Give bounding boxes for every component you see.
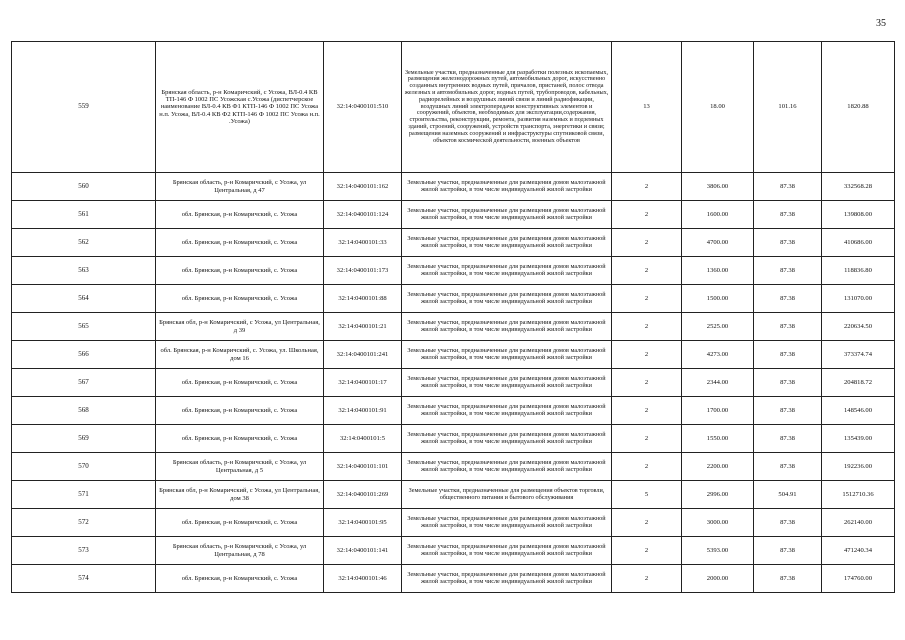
- table-row: [12, 42, 895, 173]
- category-cell: 2: [612, 397, 682, 425]
- land-use-cell: Земельные участки, предназначенные для размещения домов малоэтажной жилой застройки, в том числе индивидуальной жилой застройки: [402, 509, 612, 537]
- category-cell: 2: [612, 537, 682, 565]
- category-cell: 2: [612, 285, 682, 313]
- category-cell: 2: [612, 173, 682, 201]
- table-row: [12, 425, 895, 453]
- rate-cell: 87.38: [754, 537, 822, 565]
- land-use-cell: Земельные участки, предназначенные для размещения домов малоэтажной жилой застройки, в том числе индивидуальной жилой застройки: [402, 565, 612, 593]
- area-cell: 1550.00: [682, 425, 754, 453]
- cadastral-number-cell: 32:14:0400101:95: [324, 509, 402, 537]
- category-cell: 5: [612, 481, 682, 509]
- land-use-cell: Земельные участки, предназначенные для размещения домов малоэтажной жилой застройки, в том числе индивидуальной жилой застройки: [402, 173, 612, 201]
- cadastral-value-cell: 139808.00: [822, 201, 895, 229]
- land-use-cell: Земельные участки, предназначенные для размещения домов малоэтажной жилой застройки, в том числе индивидуальной жилой застройки: [402, 397, 612, 425]
- address-cell: обл. Брянская, р-н Комаричский, с. Усожа, ул. Школьная, дом 16: [156, 341, 324, 369]
- rate-cell: 87.38: [754, 425, 822, 453]
- rate-cell: 87.38: [754, 369, 822, 397]
- row-number-cell: 561: [12, 201, 156, 229]
- category-cell: 2: [612, 341, 682, 369]
- cadastral-number-cell: 32:14:0400101:124: [324, 201, 402, 229]
- rate-cell: 87.38: [754, 201, 822, 229]
- land-use-cell: Земельные участки, предназначенные для размещения домов малоэтажной жилой застройки, в том числе индивидуальной жилой застройки: [402, 229, 612, 257]
- land-use-cell: Земельные участки, предназначенные для размещения домов малоэтажной жилой застройки, в том числе индивидуальной жилой застройки: [402, 369, 612, 397]
- table-row: [12, 481, 895, 509]
- land-use-cell: Земельные участки, предназначенные для размещения домов малоэтажной жилой застройки, в том числе индивидуальной жилой застройки: [402, 201, 612, 229]
- land-registry-table: [11, 41, 895, 593]
- category-cell: 2: [612, 425, 682, 453]
- cadastral-number-cell: 32:14:0400101:510: [324, 42, 402, 173]
- area-cell: 2000.00: [682, 565, 754, 593]
- category-cell: 2: [612, 313, 682, 341]
- category-cell: 2: [612, 201, 682, 229]
- cadastral-number-cell: 32:14:0400101:46: [324, 565, 402, 593]
- cadastral-value-cell: 192236.00: [822, 453, 895, 481]
- cadastral-value-cell: 1820.88: [822, 42, 895, 173]
- category-cell: 2: [612, 565, 682, 593]
- row-number-cell: 562: [12, 229, 156, 257]
- table-row: [12, 229, 895, 257]
- cadastral-value-cell: 471240.34: [822, 537, 895, 565]
- address-cell: Брянская область, р-н Комаричский, с Усожа, ул Центральная, д 5: [156, 453, 324, 481]
- row-number-cell: 572: [12, 509, 156, 537]
- land-use-cell: Земельные участки, предназначенные для размещения объектов торговли, общественного питания и бытового обслуживания: [402, 481, 612, 509]
- area-cell: 3000.00: [682, 509, 754, 537]
- rate-cell: 504.91: [754, 481, 822, 509]
- area-cell: 2525.00: [682, 313, 754, 341]
- area-cell: 4273.00: [682, 341, 754, 369]
- rate-cell: 87.38: [754, 257, 822, 285]
- cadastral-value-cell: 332568.28: [822, 173, 895, 201]
- cadastral-value-cell: 220634.50: [822, 313, 895, 341]
- cadastral-value-cell: 131070.00: [822, 285, 895, 313]
- row-number-cell: 571: [12, 481, 156, 509]
- area-cell: 2200.00: [682, 453, 754, 481]
- area-cell: 5393.00: [682, 537, 754, 565]
- address-cell: обл. Брянская, р-н Комаричский, с. Усожа: [156, 229, 324, 257]
- cadastral-number-cell: 32:14:0400101:162: [324, 173, 402, 201]
- table-row: [12, 565, 895, 593]
- cadastral-number-cell: 32:14:0400101:33: [324, 229, 402, 257]
- table-row: [12, 537, 895, 565]
- cadastral-number-cell: 32:14:0400101:5: [324, 425, 402, 453]
- address-cell: Брянская область, р-н Комаричский, с Усожа, ул Центральная, д 47: [156, 173, 324, 201]
- address-cell: Брянская область, р-н Комаричский, с Усожа, ул Центральная, д 78: [156, 537, 324, 565]
- table-row: [12, 341, 895, 369]
- area-cell: 3806.00: [682, 173, 754, 201]
- address-cell: обл. Брянская, р-н Комаричский, с. Усожа: [156, 201, 324, 229]
- table-row: [12, 397, 895, 425]
- table-row: [12, 257, 895, 285]
- land-use-cell: Земельные участки, предназначенные для размещения домов малоэтажной жилой застройки, в том числе индивидуальной жилой застройки: [402, 313, 612, 341]
- category-cell: 13: [612, 42, 682, 173]
- category-cell: 2: [612, 257, 682, 285]
- address-cell: обл. Брянская, р-н Комаричский, с. Усожа: [156, 369, 324, 397]
- row-number-cell: 567: [12, 369, 156, 397]
- area-cell: 18.00: [682, 42, 754, 173]
- rate-cell: 87.38: [754, 285, 822, 313]
- cadastral-value-cell: 262140.00: [822, 509, 895, 537]
- row-number-cell: 574: [12, 565, 156, 593]
- address-cell: Брянская обл, р-н Комаричский, с Усожа, ул Центральная, д 39: [156, 313, 324, 341]
- cadastral-number-cell: 32:14:0400101:21: [324, 313, 402, 341]
- cadastral-value-cell: 1512710.36: [822, 481, 895, 509]
- address-cell: обл. Брянская, р-н Комаричский, с. Усожа: [156, 257, 324, 285]
- cadastral-value-cell: 135439.00: [822, 425, 895, 453]
- row-number-cell: 560: [12, 173, 156, 201]
- table-body: [12, 42, 895, 593]
- address-cell: Брянская обл, р-н Комаричский, с Усожа, ул Центральная, дом 38: [156, 481, 324, 509]
- row-number-cell: 566: [12, 341, 156, 369]
- rate-cell: 87.38: [754, 509, 822, 537]
- cadastral-value-cell: 410686.00: [822, 229, 895, 257]
- table-row: [12, 173, 895, 201]
- table-row: [12, 313, 895, 341]
- cadastral-number-cell: 32:14:0400101:141: [324, 537, 402, 565]
- cadastral-number-cell: 32:14:0400101:173: [324, 257, 402, 285]
- cadastral-number-cell: 32:14:0400101:101: [324, 453, 402, 481]
- area-cell: 1600.00: [682, 201, 754, 229]
- land-use-cell: Земельные участки, предназначенные для размещения домов малоэтажной жилой застройки, в том числе индивидуальной жилой застройки: [402, 453, 612, 481]
- address-cell: обл. Брянская, р-н Комаричский, с. Усожа: [156, 565, 324, 593]
- table-row: [12, 285, 895, 313]
- land-use-cell: Земельные участки, предназначенные для размещения домов малоэтажной жилой застройки, в том числе индивидуальной жилой застройки: [402, 341, 612, 369]
- cadastral-value-cell: 373374.74: [822, 341, 895, 369]
- cadastral-value-cell: 204818.72: [822, 369, 895, 397]
- address-cell: обл. Брянская, р-н Комаричский, с. Усожа: [156, 425, 324, 453]
- address-cell: обл. Брянская, р-н Комаричский, с. Усожа: [156, 509, 324, 537]
- address-cell: обл. Брянская, р-н Комаричский, с. Усожа: [156, 397, 324, 425]
- row-number-cell: 564: [12, 285, 156, 313]
- table-row: [12, 369, 895, 397]
- cadastral-number-cell: 32:14:0400101:91: [324, 397, 402, 425]
- rate-cell: 87.38: [754, 341, 822, 369]
- category-cell: 2: [612, 509, 682, 537]
- rate-cell: 87.38: [754, 229, 822, 257]
- cadastral-value-cell: 174760.00: [822, 565, 895, 593]
- category-cell: 2: [612, 453, 682, 481]
- cadastral-value-cell: 148546.00: [822, 397, 895, 425]
- rate-cell: 87.38: [754, 173, 822, 201]
- area-cell: 2344.00: [682, 369, 754, 397]
- address-cell: Брянская область, р-н Комаричский, с Усожа, ВЛ-0.4 КВ ТП-146 Ф 1002 ПС Усожская с.Усожа (диспетчерское наименование ВЛ-0.4 КВ Ф1 КТП-146 Ф 1002 ПС Усожа н.п. Усожа, ВЛ-0.4 КВ Ф2 КТП-146 Ф 1002 ПС Усожа н.п. .Усожа): [156, 42, 324, 173]
- row-number-cell: 573: [12, 537, 156, 565]
- land-use-cell: Земельные участки, предназначенные для разработки полезных ископаемых, размещения железнодорожных путей, автомобильных дорог, искусственно созданных внутренних водных путей, причалов, пристаней, полос отвода железных и автомобильных дорог, водных путей, трубопроводов, кабельных, радиорелейных и воздушных линий связи и линий радиофикации, воздушных линий электропередачи конструктивных элементов и сооружений, объектов, необходимых для эксплуатации,содержания, строительства, реконструкции, ремонта, развития наземных и подземных зданий, строений, сооружений, устройств транспорта, энергетики и связи; размещения наземных сооружений и инфраструктуры спутниковой связи, объектов космической деятельности, военных объектов: [402, 42, 612, 173]
- rate-cell: 101.16: [754, 42, 822, 173]
- rate-cell: 87.38: [754, 565, 822, 593]
- cadastral-value-cell: 118836.80: [822, 257, 895, 285]
- row-number-cell: 569: [12, 425, 156, 453]
- cadastral-number-cell: 32:14:0400101:88: [324, 285, 402, 313]
- area-cell: 1360.00: [682, 257, 754, 285]
- address-cell: обл. Брянская, р-н Комаричский, с. Усожа: [156, 285, 324, 313]
- page-number: 35: [876, 18, 886, 29]
- row-number-cell: 559: [12, 42, 156, 173]
- land-use-cell: Земельные участки, предназначенные для размещения домов малоэтажной жилой застройки, в том числе индивидуальной жилой застройки: [402, 285, 612, 313]
- category-cell: 2: [612, 229, 682, 257]
- area-cell: 4700.00: [682, 229, 754, 257]
- land-use-cell: Земельные участки, предназначенные для размещения домов малоэтажной жилой застройки, в том числе индивидуальной жилой застройки: [402, 537, 612, 565]
- cadastral-number-cell: 32:14:0400101:269: [324, 481, 402, 509]
- land-use-cell: Земельные участки, предназначенные для размещения домов малоэтажной жилой застройки, в том числе индивидуальной жилой застройки: [402, 425, 612, 453]
- row-number-cell: 568: [12, 397, 156, 425]
- rate-cell: 87.38: [754, 453, 822, 481]
- table-row: [12, 453, 895, 481]
- table-row: [12, 509, 895, 537]
- area-cell: 1700.00: [682, 397, 754, 425]
- table-row: [12, 201, 895, 229]
- row-number-cell: 565: [12, 313, 156, 341]
- area-cell: 1500.00: [682, 285, 754, 313]
- land-use-cell: Земельные участки, предназначенные для размещения домов малоэтажной жилой застройки, в том числе индивидуальной жилой застройки: [402, 257, 612, 285]
- cadastral-number-cell: 32:14:0400101:241: [324, 341, 402, 369]
- row-number-cell: 570: [12, 453, 156, 481]
- rate-cell: 87.38: [754, 313, 822, 341]
- cadastral-number-cell: 32:14:0400101:17: [324, 369, 402, 397]
- area-cell: 2996.00: [682, 481, 754, 509]
- rate-cell: 87.38: [754, 397, 822, 425]
- category-cell: 2: [612, 369, 682, 397]
- row-number-cell: 563: [12, 257, 156, 285]
